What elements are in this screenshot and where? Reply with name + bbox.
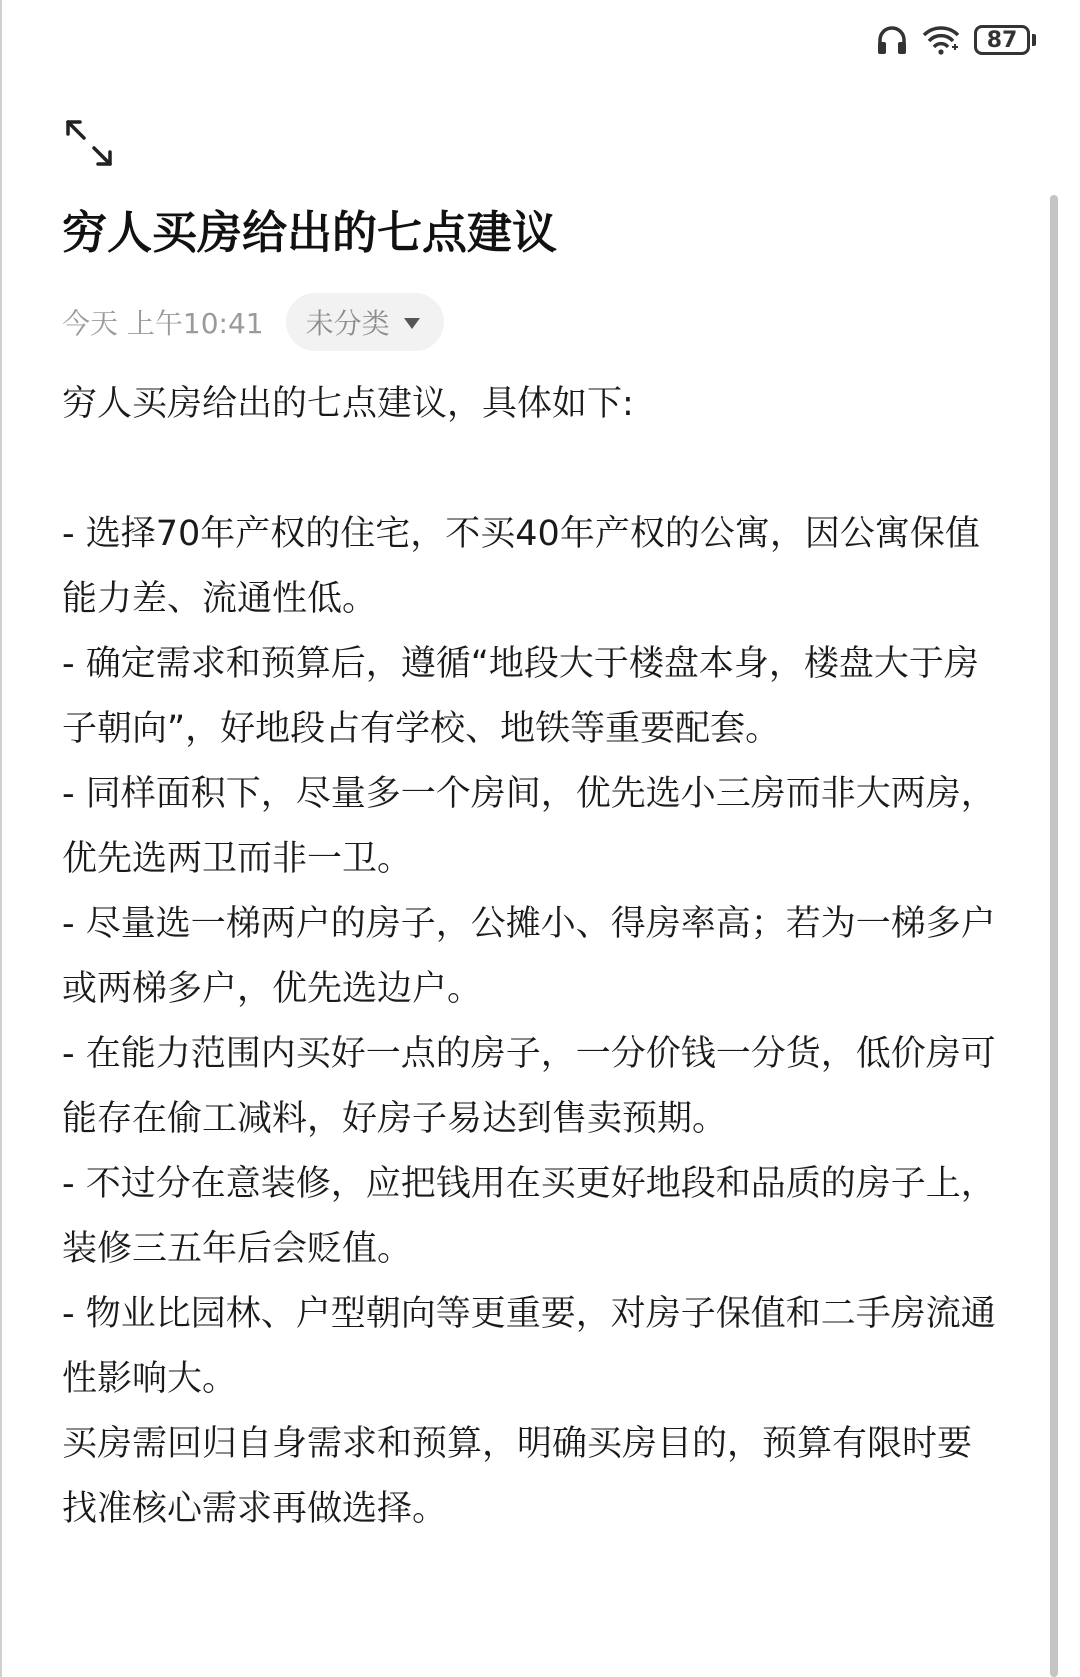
note-line: - 同样面积下，尽量多一个房间，优先选小三房而非大两房，优先选两卫而非一卫。	[62, 774, 996, 879]
status-bar	[876, 18, 1036, 62]
wifi-icon	[922, 25, 960, 55]
category-dropdown[interactable]	[286, 293, 444, 351]
note-line: - 选择70年产权的住宅，不买40年产权的公寓，因公寓保值能力差、流通性低。	[62, 514, 980, 619]
note-meta	[62, 292, 444, 352]
blank-line	[62, 437, 1002, 502]
battery-icon	[974, 25, 1036, 55]
note-title[interactable]: 穷人买房给出的七点建议	[62, 206, 558, 259]
note-line: - 确定需求和预算后，遵循“地段大于楼盘本身，楼盘大于房子朝向”，好地段占有学校、地铁等重要配套。	[62, 644, 979, 749]
note-date: 今天 上午10:41	[62, 307, 264, 340]
battery-level: 87	[974, 25, 1030, 55]
note-body[interactable]	[62, 372, 1002, 1542]
chevron-down-icon	[404, 318, 420, 329]
note-line: - 物业比园林、户型朝向等更重要，对房子保值和二手房流通性影响大。	[62, 1294, 996, 1399]
scrollbar[interactable]	[1050, 195, 1058, 1677]
headphones-icon	[876, 25, 908, 55]
note-conclusion: 买房需回归自身需求和预算，明确买房目的，预算有限时要找准核心需求再做选择。	[62, 1424, 973, 1529]
note-line: - 在能力范围内买好一点的房子，一分价钱一分货，低价房可能存在偷工减料，好房子易达到售卖预期。	[62, 1034, 996, 1139]
note-line: - 不过分在意装修，应把钱用在买更好地段和品质的房子上，装修三五年后会贬值。	[62, 1164, 996, 1269]
note-line: - 尽量选一梯两户的房子，公摊小、得房率高；若为一梯多户或两梯多户，优先选边户。	[62, 904, 996, 1009]
battery-tip	[1032, 34, 1036, 46]
expand-icon[interactable]	[64, 118, 118, 172]
note-intro: 穷人买房给出的七点建议，具体如下:	[62, 384, 634, 424]
category-label: 未分类	[305, 307, 390, 340]
